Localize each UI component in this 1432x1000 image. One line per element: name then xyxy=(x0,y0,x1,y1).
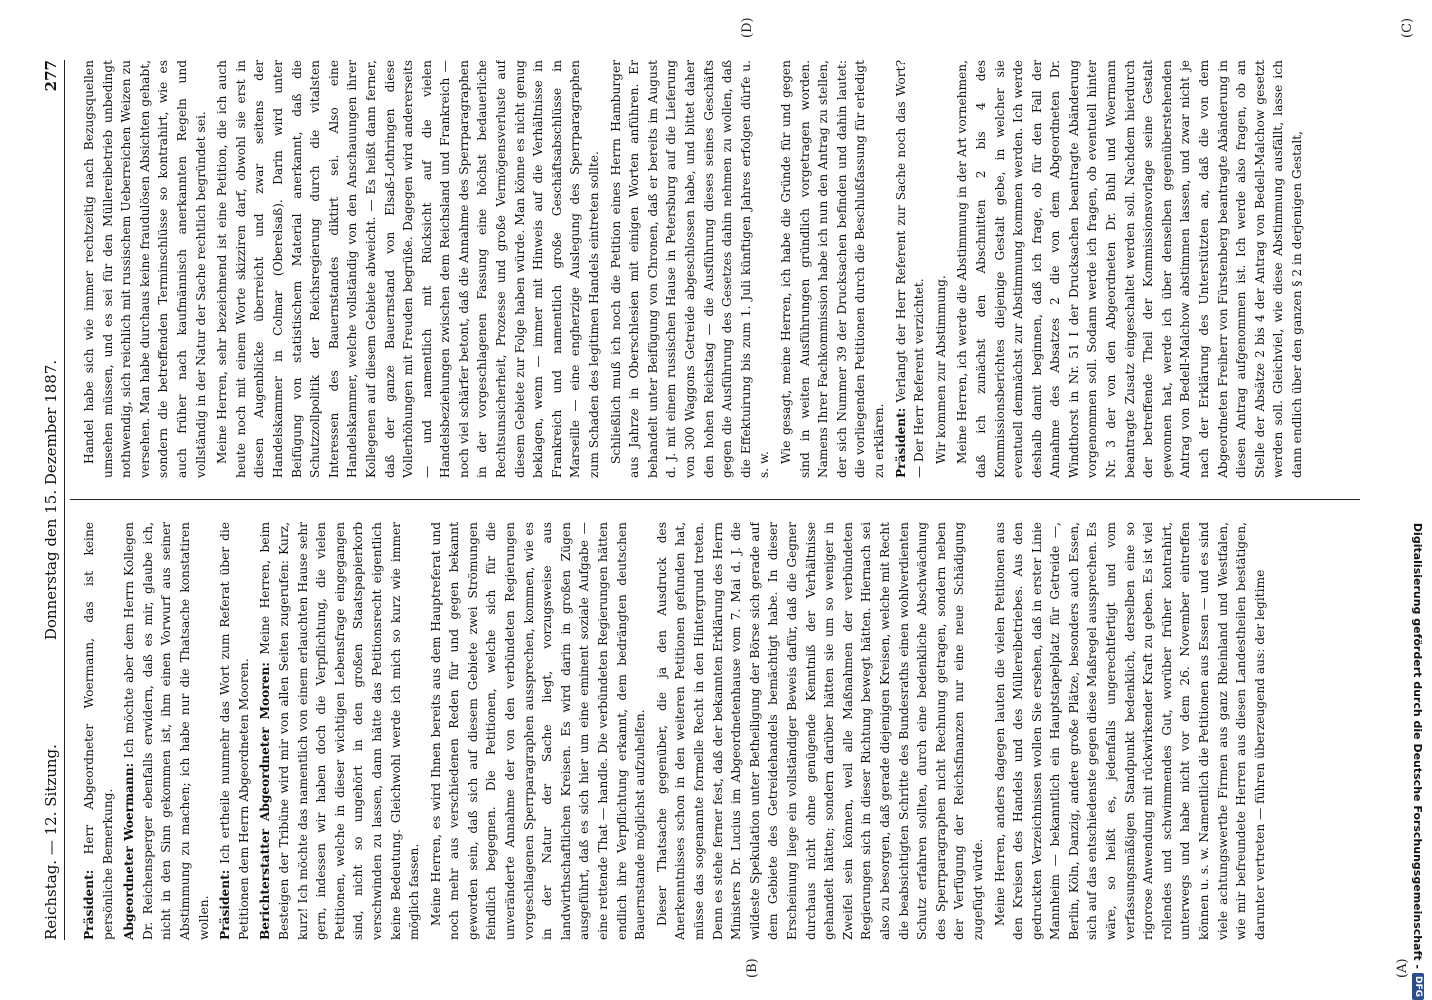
paragraph xyxy=(777,60,889,478)
dfg-logo: DFG xyxy=(1412,973,1424,1000)
speaker-label: Präsident: xyxy=(82,869,96,940)
paragraph-text: Meine Herren, es wird Ihnen bereits aus dem Hauptreferat und noch mehr aus verschiedenen Reden für und gegen bekannt geworden sein, daß sich auf diesem Gebiete zwei Strömungen feindlich begegnen. Die Petitionen, welche sich für die unveränderte Annahme der von den verbündeten Regierungen vorgeschlagenen Sperrparagraphen aussprechen, kommen, wie es in der Natur der Sache liegt, vorzugsweise aus landwirthschaftlichen Kreisen. Es wird darin in großen Zügen ausgeführt, daß es sich hier um eine eminent soziale Aufgabe — eine rettende That — handle. Die verbündeten Regierungen hätten endlich ihre Verpflichtung erkannt, dem bedrängten deutschen Bauernstande möglichst aufzuhelfen. xyxy=(428,522,648,940)
header-date: Donnerstag den 15. Dezember 1887. xyxy=(42,359,60,641)
credit-text: Digitalisierung gefördert durch die Deutsche Forschungsgemeinschaft - xyxy=(1411,522,1425,969)
paragraph-text: Handel habe sich wie immer rechtzeitig nach Bezugsquellen umsehen müssen, und es sei für den Müllereibetrieb unbedingt nothwendig, sich reichlich mit russischem Ueberreichen Weizen zu versehen. Man habe durchaus keine fraudulösen Absichten gehabt, sondern die betreffenden Terminschlüsse so kontrahirt, wie es auch früher nach kaufmännisch anerkannten Regeln und vollständig in der Natur der Sache rechtlich begründet sei. xyxy=(82,60,208,478)
paragraph xyxy=(80,522,117,940)
paragraph-text: Herr Abgeordneter Woermann, das ist keine persönliche Bemerkung. xyxy=(82,522,115,940)
paragraph-text: Meine Herren, sehr bezeichnend ist eine Petition, die ich auch heute noch mit einem Worte skizziren darf, obwohl sie erst in diesen Augenblicke überreicht und zwar seitens der Handelskammer in Colmar (Oberelsaß). Darin wird unter Beifügung von statistischem Material anerkannt, daß die Schutzzollpolitik der Reichsregierung durch die vitalsten Interessen des Bauernstandes diktirt sei. Also eine Handelskammer, welche vollständig von den Anschauungen ihrer Kollegenen auf diesem Gebiete abweicht. — Es heißt dann ferner, daß der ganze Bauernstand von Elsaß-Lothringen diese Vollerhöhungen mit Freuden begrüße. Dagegen wird andererseits — und namentlich mit Rücksicht auf die vielen Handelsbeziehungen zwischen dem Reichsland und Frankreich — noch viel schärfer betont, daß die Annahme des Sperrparagraphen in der vorgeschlagenen Fassung eine höchst bedauerliche Rechtsunsicherheit, Prozesse und große Vermögensverluste auf diesem Gebiete zur Folge haben würde. Man könne es nicht genug beklagen, wenn — immer mit Hinweis auf die Verhältnisse in Frankreich und namentlich große Geschäftsabschlüsse in Marseille — eine engherzige Auslegung des Sperrparagraphen zum Schaden des legitimen Handels eintreten sollte. xyxy=(215,60,602,478)
paragraph xyxy=(607,60,774,478)
speaker-label: Abgeordneter Woermann: xyxy=(122,762,137,940)
paragraph-text: Verlangt der Herr Referent zur Sache noch das Wort? — Der Herr Referent verzichtet. xyxy=(893,60,927,478)
paragraph xyxy=(427,522,650,940)
paragraph xyxy=(213,60,603,478)
paragraph xyxy=(80,60,210,478)
column-divider xyxy=(70,499,1360,500)
speaker-label: Präsident: xyxy=(218,869,233,940)
paragraph-text: Dieser Thatsache gegenüber, die ja den Ausdruck des Anerkenntnisses schon in den weiteren Petitionen gefunden hat, müsse das sogenannte formelle Recht in den Hintergrund treten. Denn es stehe ferner fest, daß der bekannten Erklärung des Herrn Ministers Dr. Lucius im Abgeordnetenhause vom 7. Mai d. J. die wildeste Spekulation unter Betheiligung der Börse sich gerade auf dem Gebiete des Getreidehandels bemächtigt habe. In dieser Erscheinung liege ein vollständiger Beweis dafür, daß die Gegner durchaus nicht ohne genügende Kenntniß der Verhältnisse gehandelt hätten; sondern darüber hätten sie um so weniger in Zweifel sein können, weil alle Maßnahmen der verbündeten Regierungen sich in dieser Richtung bewegt hätten. Hiernach sei also zu besorgen, daß gerade diejenigen Kreisen, welche mit Recht die beabsichtigten Schritte des Bundesraths einen wohlverdienten Schutz erfahren sollten, durch eine bedenkliche Abschwächung des Sperrparagraphen nicht Rechnung getragen, sondern neben der Verfügung der Reichsfinanzen nur eine neue Schädigung zugefügt würde. xyxy=(654,522,985,940)
paragraph xyxy=(892,60,929,478)
margin-letter-d: (D) xyxy=(740,17,755,38)
paragraph-text: Ich ertheile nunmehr das Wort zum Referat über die Petitionen dem Herrn Abgeordneten Mooren. xyxy=(218,522,251,940)
margin-letter-b: (B) xyxy=(745,958,760,978)
paragraph xyxy=(120,522,213,940)
paragraph-text: Wie gesagt, meine Herren, ich habe die Gründe für und gegen sind in weiten Ausführungen gründlich vorgetragen worden. Namens Ihrer Fachkommission habe ich nun den Antrag zu stellen, der sich Nummer 39 der Drucksachen befinden und dahin lautet: die vorliegenden Petitionen durch die Beschlußfassung für erledigt zu erklären. xyxy=(778,60,886,478)
header-session: Reichstag. — 12. Sitzung. xyxy=(42,744,60,940)
paragraph xyxy=(932,60,951,478)
paragraph xyxy=(256,522,423,940)
speaker-label: Präsident: xyxy=(893,407,908,478)
paragraph-text: Meine Herren, beim Besteigen der Tribüne wird mir von allen Seiten zugerufen: Kurz, kurz! Ich möchte das namentlich von einem erlauchten Hause sehr gern, indessen wir haben doch die Verpflichtung, die vielen Petitionen, welche in dieser wichtigen Lebensfrage eingegangen sind, nicht so ungehört in den großen Staatspapierkorb verschwinden zu lassen, dann hätte das Petitionsrecht eigentlich keine Bedeutung. Gleichwohl werde ich mich so kurz wie immer möglich fassen. xyxy=(258,522,422,940)
paragraph xyxy=(653,522,988,940)
paragraph xyxy=(953,60,1306,478)
paragraph-text: Meine Herren, anders dagegen lauten die vielen Petitionen aus den Kreisen des Handels und des Müllereibetriebes. Aus den gedruckten Verzeichnissen wollen Sie ersehen, daß in erster Linie Mannheim — bekanntlich ein Hauptstapelplatz für Getreide —, Berlin, Köln, Danzig, andere große Plätze, besonders auch Essen, sich auf das entschiedenste gegen diese Maßregel aussprechen. Es wäre, so heißt es, jedenfalls ungerechtfertigt und vom verfassungsmäßigen Standpunkt bedenklich, derselben eine so rigorose Anwendung mit rückwirkender Kraft zu geben. Es ist viel rollendes und schwimmendes Gut, worüber früher kontrahirt, unterwegs und habe nicht vor dem 26. November eintreffen können u. s. w. Namentlich die Petitionen aus Essen — und es sind viele achtungswerthe Firmen aus ganz Rheinland und Westfalen, wie mir befreundete Herren aus diesen Landestheilen bestätigen, darunter vertreten — führen überzeugend aus: der legitime xyxy=(992,522,1267,940)
margin-letter-c: (C) xyxy=(1400,17,1415,38)
paragraph xyxy=(991,522,1270,940)
paragraph-text: Meine Herren, ich werde die Abstimmung in der Art vornehmen, daß ich zunächst den Abschnitten 2 bis 4 des Kommissionsberichtes diejenige Gestalt gebe, in welcher sie eventuell demnächst zur Abstimmung kommen werden. Ich werde deshalb damit beginnen, daß ich frage, ob für den Fall der Annahme des Absatzes 2 die von dem Abgeordneten Dr. Windthorst in Nr. 51 I der Drucksachen beantragte Abänderung vorgenommen soll. Sodann werde ich fragen, ob eventuell hinter Nr. 3 der von den Abgeordneten Dr. Buhl und Woermann beantragte Zusatz eingeschaltet werden soll. Nachdem hierdurch der betreffende Theil der Kommissionsvorlage seine Gestalt gewonnen hat, werde ich über denselben gegenüberstehenden Antrag von Bedell-Malchow abstimmen lassen, und zwar nicht je nach der Erklärung des Unterstützten an, daß die von dem Abgeordneten Freiherr von Fürstenberg beantragte Abänderung in diesen Antrag aufgenommen ist. Ich werde also fragen, ob an Stelle der Absätze 2 bis 4 der Antrag von Bedell-Malchow gesetzt werden soll. Gleichviel, wie diese Abstimmung ausfällt, lasse ich dann endlich über den ganzen § 2 in derjenigen Gestalt, xyxy=(955,60,1304,478)
page-header xyxy=(38,60,65,940)
paragraph xyxy=(216,522,253,940)
paragraph-text: Ich möchte aber dem Herrn Kollegen Dr. Reichensperger ebenfalls erwidern, daß es mir, glaube ich, nicht in den Sinn gekommen ist, ihm einen Vorwurf aus seiner Abstimmung zu machen; ich habe nur die Thatsache konstatiren wollen. xyxy=(122,522,211,940)
margin-letter-a: (A) xyxy=(1395,958,1410,978)
page-number: 277 xyxy=(42,60,60,92)
paragraph-text: Schließlich muß ich noch die Petition eines Herrn Hamburger aus Jahrze in Oberschlesien mit einigen Worten anführen. Er behandelt unter Beifügung von Chronen, daß er bereits im August d. J. mit einem russischen Hause in Petersburg auf die Lieferung von 300 Waggons Getreide abgeschlossen habe, und bittet daher den hohen Reichstag — die Ausführung dieses seines Geschäfts gegen die Ausführung des Gesetzes dahin nehmen zu wollen, daß die Effektuirung bis zum 1. Juli künftigen Jahres erfolgen dürfe u. s. w. xyxy=(608,60,772,478)
right-column xyxy=(80,60,1350,478)
speaker-label: Berichterstatter Abgeordneter Mooren: xyxy=(258,662,273,940)
paragraph-text: Wir kommen zur Abstimmung. xyxy=(933,275,948,464)
left-column xyxy=(80,522,1350,940)
digitization-credit xyxy=(1404,0,1432,1000)
